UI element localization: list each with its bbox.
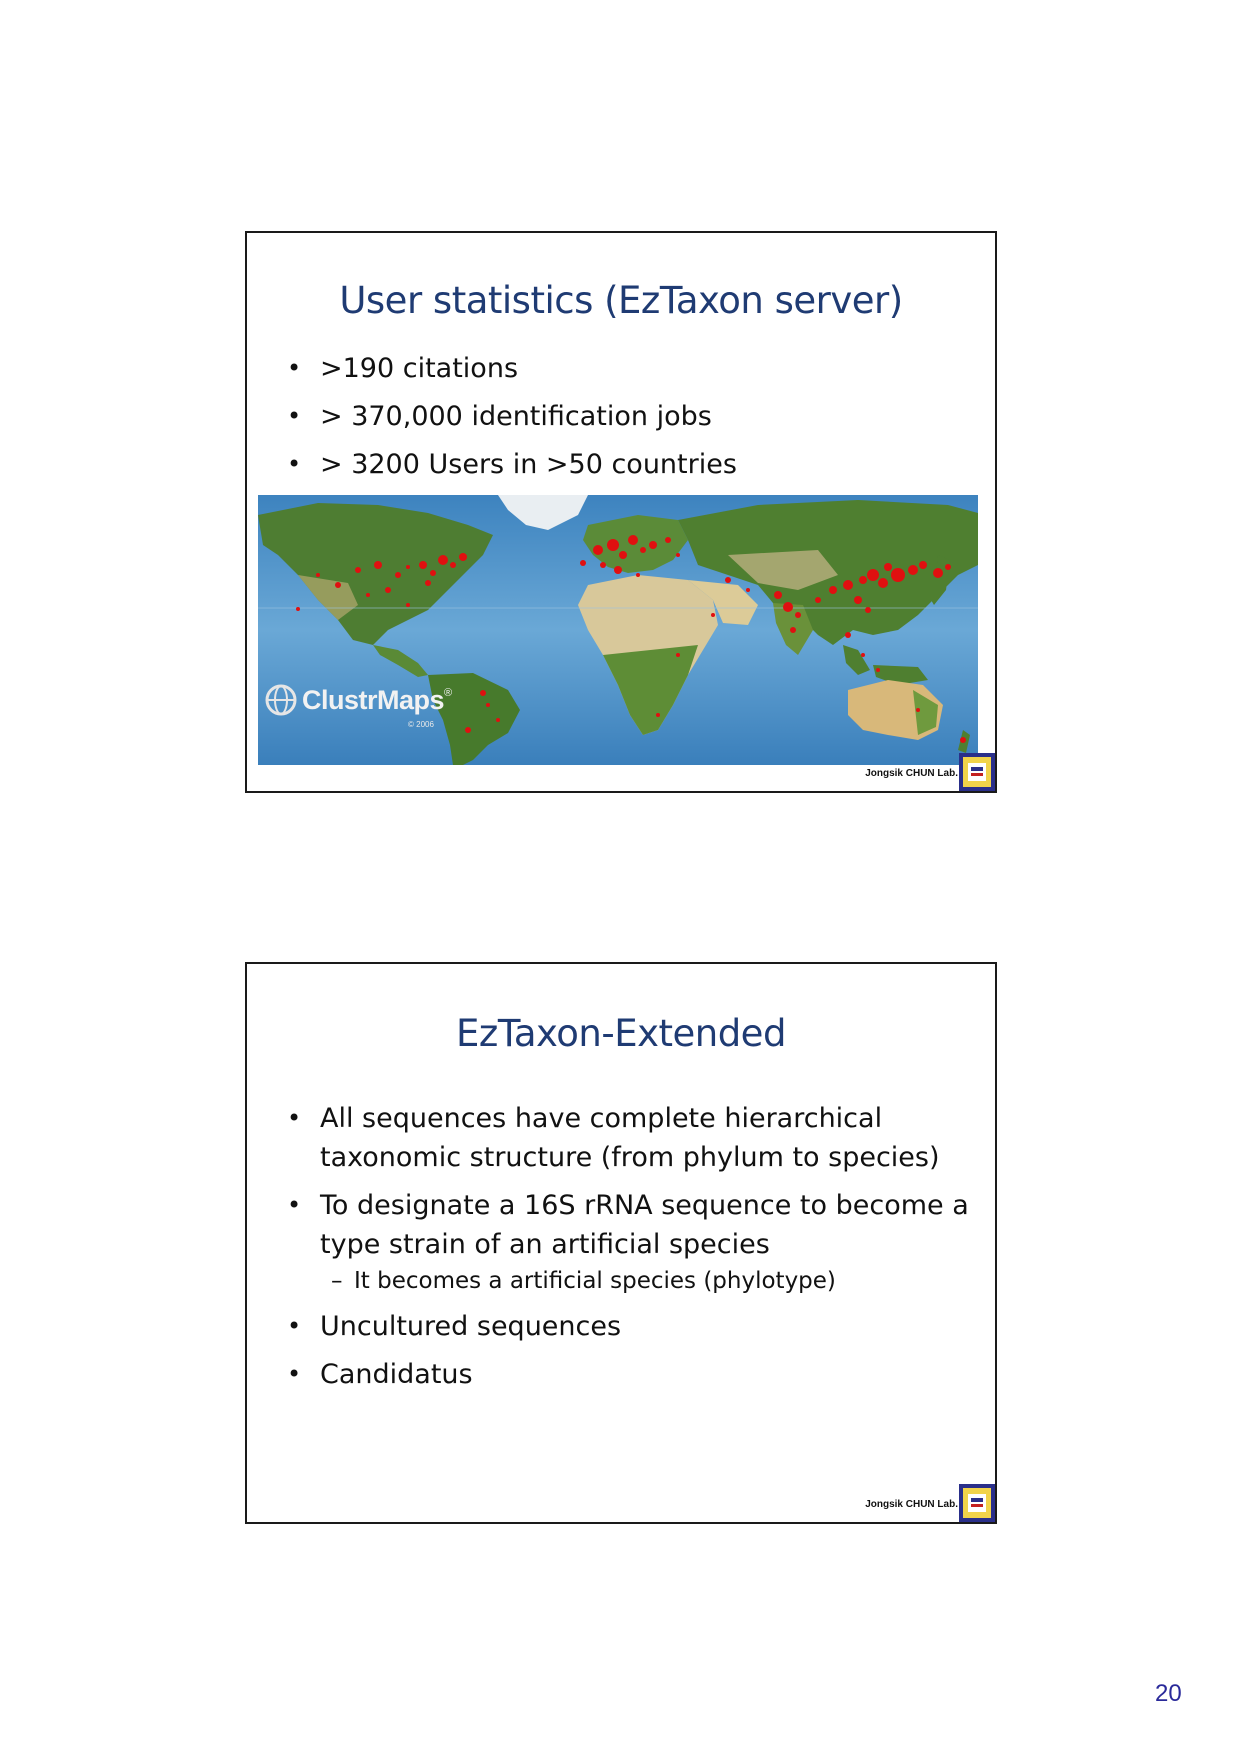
list-item: • > 3200 Users in >50 countries: [287, 445, 737, 484]
bullet-icon: •: [287, 354, 302, 382]
bullet-icon: •: [287, 402, 302, 430]
footer-lab-name: Jongsik CHUN Lab.: [865, 1499, 958, 1510]
slide-eztaxon-extended: [245, 962, 997, 1524]
dash-icon: –: [331, 1268, 343, 1294]
bullet-icon: •: [287, 1360, 302, 1388]
list-item: • Uncultured sequences: [287, 1307, 977, 1346]
list-item: • All sequences have complete hierarchical taxonomic structure (from phylum to species): [287, 1099, 977, 1177]
bullet-list: [287, 1099, 977, 1403]
university-emblem-icon: [959, 1484, 995, 1522]
world-map-image: [258, 495, 978, 765]
list-item: • To designate a 16S rRNA sequence to become a type strain of an artificial species: [287, 1186, 977, 1264]
slide-user-statistics: [245, 231, 997, 793]
globe-icon: [264, 683, 298, 717]
footer-lab-name: Jongsik CHUN Lab.: [865, 768, 958, 779]
bullet-icon: •: [287, 1312, 302, 1340]
list-item: • > 370,000 identification jobs: [287, 397, 737, 436]
slide-title: EzTaxon-Extended: [456, 1012, 786, 1055]
list-item: • Candidatus: [287, 1355, 977, 1394]
clustrmaps-logo: ClustrMaps ®: [264, 683, 452, 717]
university-emblem-icon: [959, 753, 995, 791]
logo-year: © 2006: [408, 720, 434, 729]
bullet-list: [287, 349, 737, 493]
bullet-icon: •: [287, 1104, 302, 1132]
page-number: 20: [1155, 1680, 1182, 1707]
bullet-icon: •: [287, 450, 302, 478]
sub-list-item: – It becomes a artificial species (phylotype): [287, 1265, 977, 1298]
bullet-icon: •: [287, 1191, 302, 1219]
slide-title: User statistics (EzTaxon server): [339, 279, 903, 322]
world-map-graphic: [258, 495, 978, 765]
list-item: • >190 citations: [287, 349, 737, 388]
